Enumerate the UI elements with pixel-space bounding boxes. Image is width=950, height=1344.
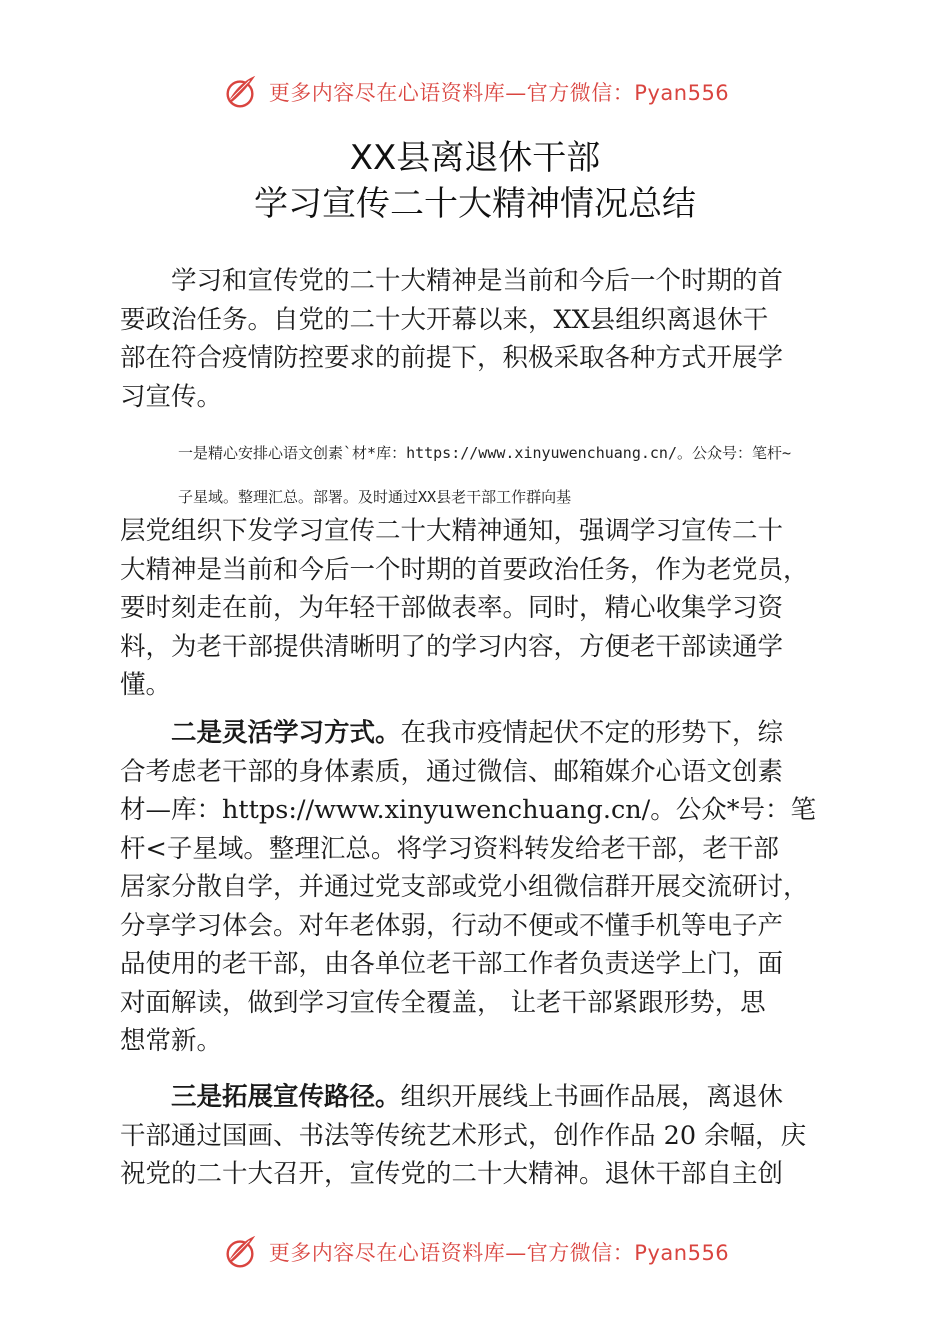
text-line: 习宣传。 — [120, 381, 223, 412]
inserted-note-line1: 一是精心安排心语文创素`材*库：https://www.xinyuwenchuang.cn/。公众号：笔杆~ — [178, 444, 792, 462]
document-title-line2: 学习宣传二十大精神情况总结 — [254, 184, 696, 224]
text-line: 想常新。 — [120, 1026, 223, 1056]
feather-pen-circle-logo-icon — [221, 73, 259, 111]
text-line: 学习和宣传党的二十大精神是当前和今后一个时期的首 — [171, 266, 784, 296]
text-line: 祝党的二十大召开，宣传党的二十大精神。退休干部自主创 — [120, 1159, 784, 1189]
section3-paragraph — [120, 1078, 835, 1194]
text-line — [120, 714, 835, 753]
section3-first-line: 组织开展线上书画作品展，离退休 — [400, 1082, 784, 1112]
text-line: 干部通过国画、书法等传统艺术形式，创作作品 20 余幅，庆 — [120, 1120, 807, 1151]
text-line: 居家分散自学，并通过党支部或党小组微信群开展交流研讨， — [120, 872, 809, 902]
inserted-note-line2: 子星域。整理汇总。部署。及时通过XX县老干部工作群向基 — [178, 488, 572, 506]
text-line: 层党组织下发学习宣传二十大精神通知，强调学习宣传二十 — [120, 516, 784, 546]
text-line: 材—库：https://www.xinyuwenchuang.cn/。公众*号：笔 — [120, 795, 817, 825]
text-line: 要时刻走在前，为年轻干部做表率。同时，精心收集学习资 — [120, 593, 784, 623]
text-line: 要政治任务。自党的二十大开幕以来，XX县组织离退休干 — [120, 304, 769, 335]
watermark-header — [0, 72, 950, 112]
section1-paragraph — [120, 512, 835, 705]
text-line: 杆<子星域。整理汇总。将学习资料转发给老干部，老干部 — [120, 833, 779, 864]
text-line: 懂。 — [120, 670, 172, 700]
watermark-text: 更多内容尽在心语资料库—官方微信：Pyan556 — [268, 1241, 730, 1265]
text-line: 部在符合疫情防控要求的前提下，积极采取各种方式开展学 — [120, 343, 784, 373]
text-line — [120, 1078, 835, 1117]
section2-heading: 二是灵活学习方式。 — [171, 718, 401, 748]
feather-pen-circle-logo-icon — [221, 1233, 259, 1271]
section3-heading: 三是拓展宣传路径。 — [171, 1082, 401, 1112]
section2-first-line: 在我市疫情起伏不定的形势下，综 — [400, 718, 784, 748]
text-line: 料，为老干部提供清晰明了的学习内容，方便老干部读通学 — [120, 631, 784, 662]
text-line: 对面解读，做到学习宣传全覆盖， 让老干部紧跟形势，思 — [120, 987, 766, 1018]
text-line: 大精神是当前和今后一个时期的首要政治任务，作为老党员， — [120, 554, 809, 585]
section2-paragraph — [120, 714, 835, 1061]
document-title-line1: XX县离退休干部 — [349, 138, 601, 178]
text-line: 分享学习体会。对年老体弱，行动不便或不懂手机等电子产 — [120, 910, 784, 941]
watermark-text: 更多内容尽在心语资料库—官方微信：Pyan556 — [268, 81, 730, 105]
watermark-footer — [0, 1232, 950, 1272]
intro-paragraph — [120, 262, 835, 416]
text-line: 品使用的老干部，由各单位老干部工作者负责送学上门，面 — [120, 949, 784, 979]
text-line: 合考虑老干部的身体素质，通过微信、邮箱媒介心语文创素 — [120, 756, 784, 787]
